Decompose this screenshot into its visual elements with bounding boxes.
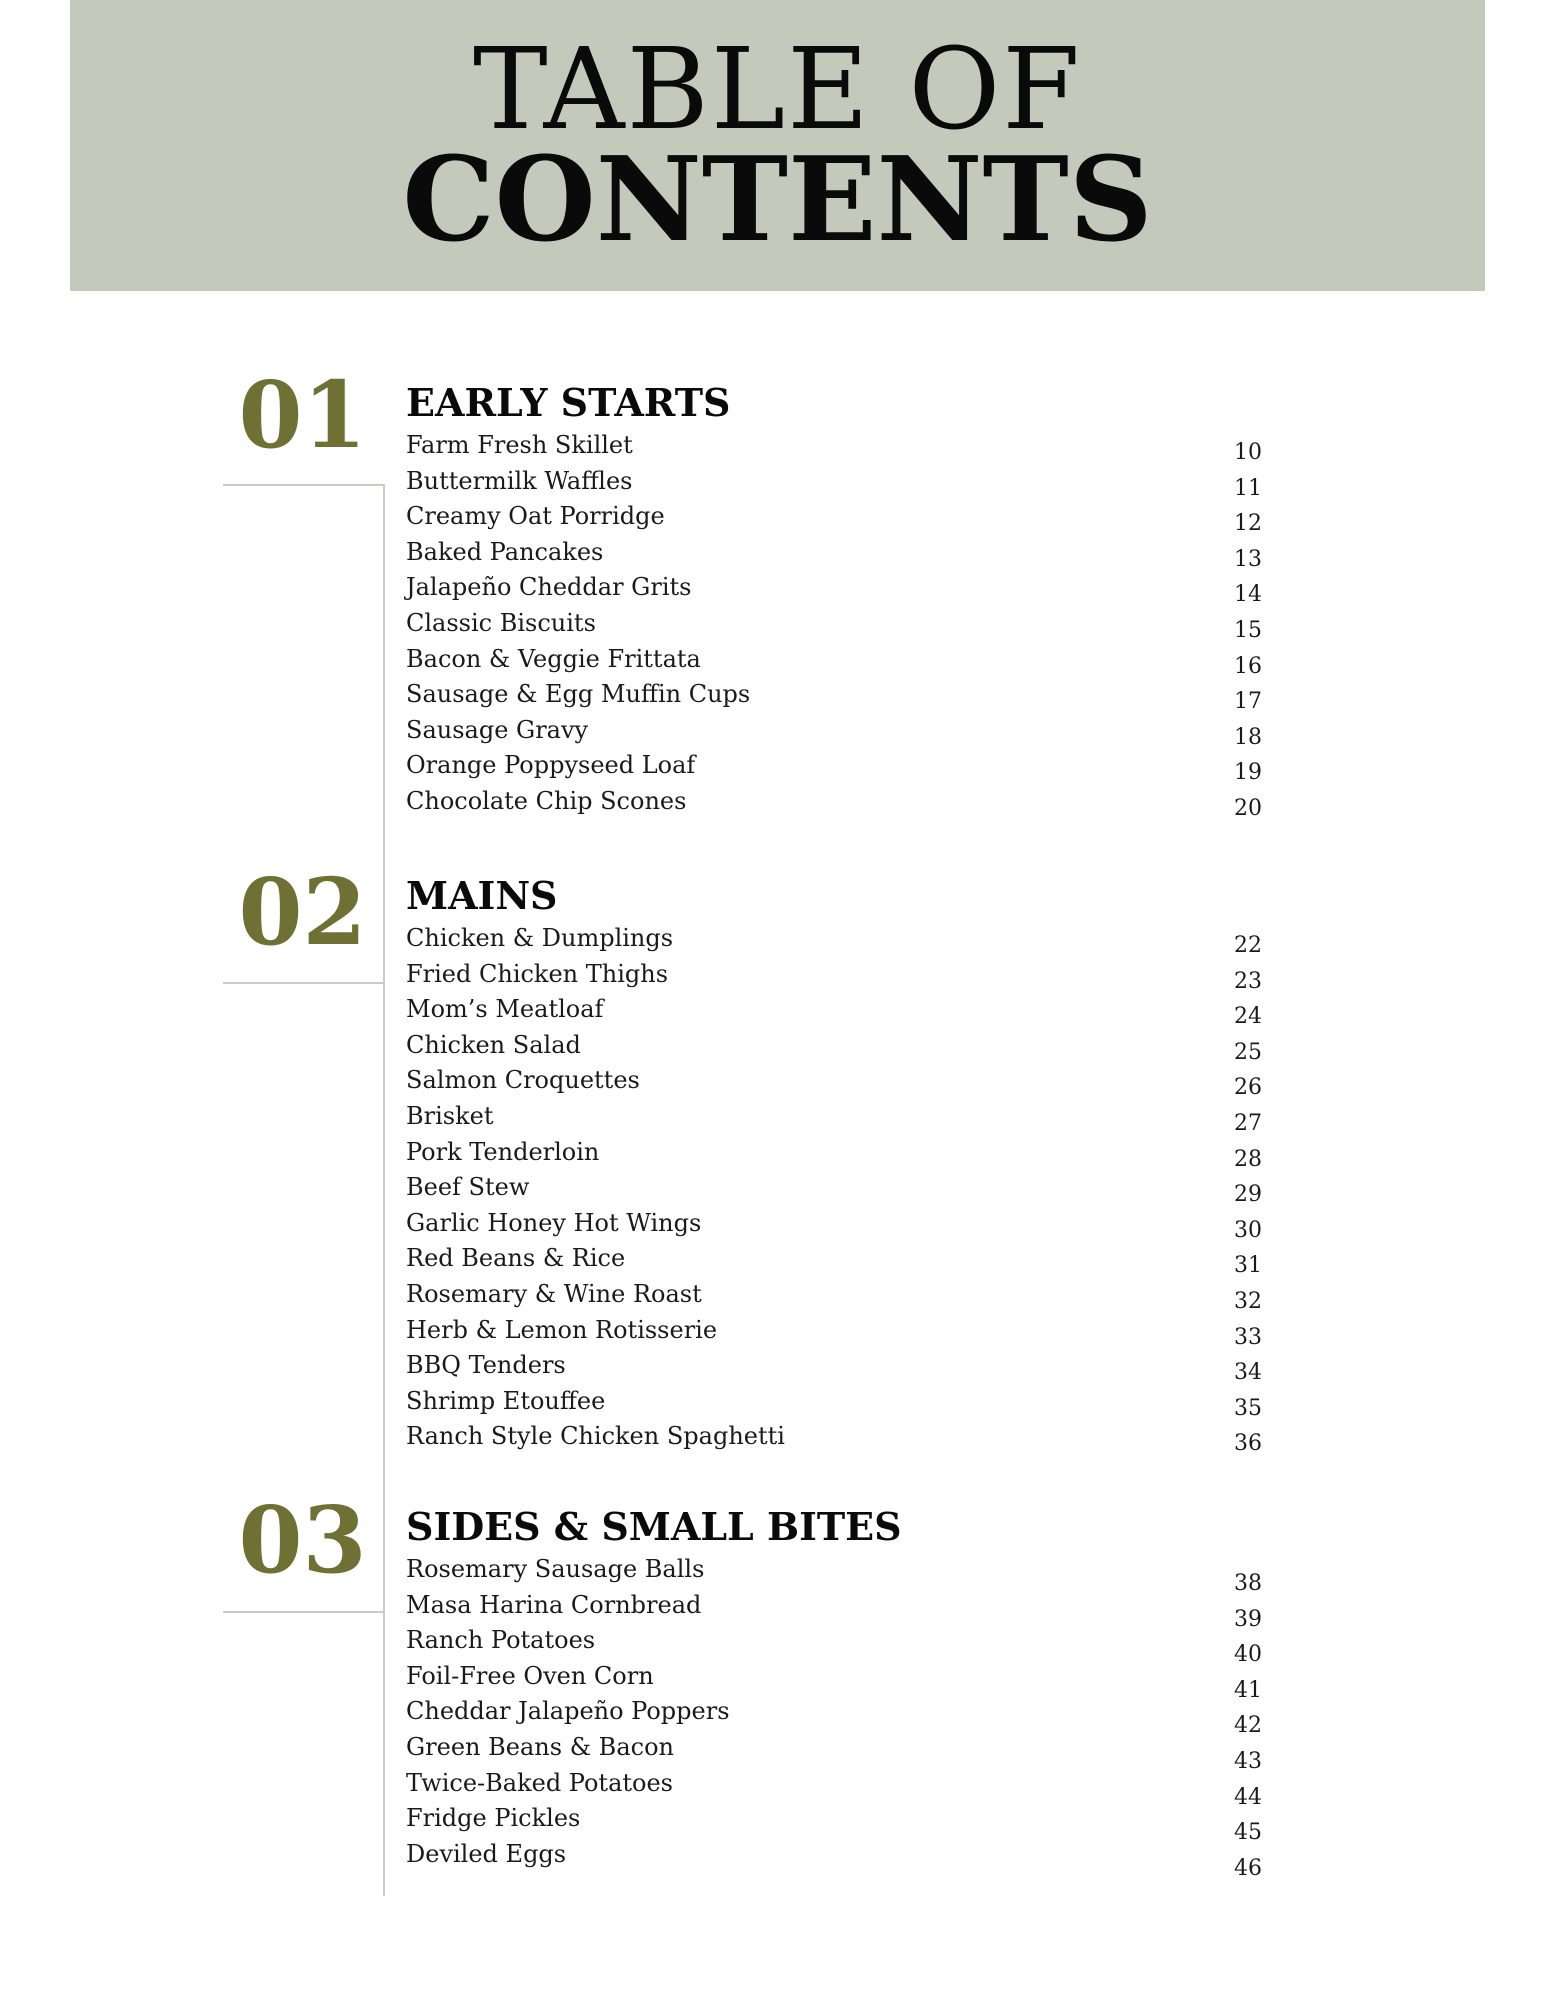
entry-name: Foil-Free Oven Corn [406, 1661, 654, 1690]
section-divider-02 [223, 982, 384, 984]
entry-page: 18 [1234, 724, 1262, 750]
entry-page: 36 [1234, 1431, 1262, 1457]
section-number-03: 03 [238, 1486, 367, 1594]
entry-name: Fried Chicken Thighs [406, 959, 669, 988]
page-title-line2: CONTENTS [402, 132, 1153, 268]
toc-entry[interactable] [406, 1766, 1286, 1810]
entry-page: 24 [1234, 1004, 1262, 1030]
entry-page: 38 [1234, 1571, 1262, 1596]
entry-name: Bacon & Veggie Frittata [406, 644, 701, 673]
entry-page: 20 [1234, 795, 1262, 821]
toc-entry[interactable] [406, 1135, 1286, 1171]
toc-entry[interactable] [406, 464, 1286, 500]
toc-entry[interactable] [406, 535, 1286, 571]
entry-page: 16 [1234, 653, 1262, 679]
entry-page: 26 [1234, 1075, 1262, 1101]
entry-page: 41 [1234, 1677, 1262, 1703]
entry-page: 13 [1234, 546, 1262, 572]
entry-page: 11 [1234, 475, 1262, 501]
entry-page: 35 [1234, 1395, 1262, 1421]
toc-entry[interactable] [406, 1028, 1286, 1064]
entry-name: Salmon Croquettes [406, 1066, 640, 1095]
entry-page: 46 [1234, 1855, 1262, 1881]
toc-entry[interactable] [406, 1801, 1286, 1846]
entry-name: Chocolate Chip Scones [406, 786, 687, 815]
entry-page: 31 [1234, 1253, 1262, 1279]
section-divider-01 [223, 484, 384, 486]
entry-name: Orange Poppyseed Loaf [406, 751, 696, 780]
entry-page: 14 [1234, 582, 1262, 608]
entry-name: Farm Fresh Skillet [406, 431, 633, 459]
entry-page: 40 [1234, 1642, 1262, 1668]
toc-entry[interactable] [406, 1552, 1286, 1596]
entry-name: Buttermilk Waffles [406, 466, 633, 495]
entry-page: 33 [1234, 1324, 1262, 1350]
toc-entry[interactable] [406, 921, 1286, 957]
entry-name: Rosemary & Wine Roast [406, 1279, 702, 1308]
entry-page: 43 [1234, 1748, 1262, 1774]
toc-entry[interactable] [406, 1419, 1286, 1455]
section-early-starts [406, 380, 1286, 820]
entry-name: Chicken Salad [406, 1030, 581, 1059]
entry-name: Mom’s Meatloaf [406, 995, 604, 1024]
toc-entry[interactable] [406, 1730, 1286, 1774]
entry-page: 30 [1234, 1217, 1262, 1243]
section-title: MAINS [406, 873, 558, 918]
entry-page: 12 [1234, 511, 1262, 537]
toc-entry[interactable] [406, 1313, 1286, 1349]
entry-name: Ranch Style Chicken Spaghetti [406, 1422, 785, 1451]
toc-entry[interactable] [406, 1206, 1286, 1242]
entry-name: Sausage Gravy [406, 715, 589, 744]
section-title: SIDES & SMALL BITES [406, 1504, 902, 1549]
entry-page: 19 [1234, 760, 1262, 786]
entry-page: 23 [1234, 968, 1262, 994]
entry-page: 25 [1234, 1039, 1262, 1065]
section-divider-03 [223, 1611, 384, 1613]
entry-page: 45 [1234, 1820, 1262, 1846]
entry-name: Creamy Oat Porridge [406, 502, 665, 531]
entry-name: Classic Biscuits [406, 608, 596, 637]
section-items [406, 921, 1286, 1455]
entry-name: Rosemary Sausage Balls [406, 1555, 705, 1583]
toc-entry[interactable] [406, 1588, 1286, 1632]
entry-page: 44 [1234, 1784, 1262, 1810]
toc-entry[interactable] [406, 1063, 1286, 1099]
entry-name: Chicken & Dumplings [406, 924, 674, 952]
entry-name: Baked Pancakes [406, 537, 604, 566]
entry-page: 42 [1234, 1713, 1262, 1739]
toc-entry[interactable] [406, 570, 1286, 606]
toc-entry[interactable] [406, 1348, 1286, 1384]
toc-entry[interactable] [406, 606, 1286, 642]
entry-name: Herb & Lemon Rotisserie [406, 1315, 718, 1344]
section-title: EARLY STARTS [406, 380, 731, 425]
entry-name: Shrimp Etouffee [406, 1386, 606, 1415]
toc-entry[interactable] [406, 677, 1286, 713]
entry-name: Masa Harina Cornbread [406, 1590, 702, 1619]
section-items [406, 428, 1286, 820]
entry-name: Beef Stew [406, 1173, 530, 1202]
toc-entry[interactable] [406, 1694, 1286, 1739]
toc-entry[interactable] [406, 1099, 1286, 1135]
entry-name: Garlic Honey Hot Wings [406, 1208, 702, 1237]
entry-name: Jalapeño Cheddar Grits [406, 573, 692, 602]
section-number-01: 01 [238, 361, 367, 469]
toc-entry[interactable] [406, 713, 1286, 749]
toc-entry[interactable] [406, 1384, 1286, 1420]
entry-name: Deviled Eggs [406, 1839, 567, 1868]
entry-page: 32 [1234, 1288, 1262, 1314]
section-sides-small-bites [406, 1504, 1286, 1881]
toc-entry[interactable] [406, 748, 1286, 784]
toc-entry[interactable] [406, 1659, 1286, 1703]
entry-page: 15 [1234, 617, 1262, 643]
entry-page: 22 [1234, 933, 1262, 958]
entry-name: Red Beans & Rice [406, 1244, 626, 1273]
entry-name: Green Beans & Bacon [406, 1732, 674, 1761]
toc-entry[interactable] [406, 784, 1286, 820]
entry-name: BBQ Tenders [406, 1351, 566, 1380]
entry-page: 28 [1234, 1146, 1262, 1172]
entry-page: 17 [1234, 689, 1262, 715]
title-banner [70, 0, 1485, 291]
page-title-line1: TABLE OF [472, 25, 1083, 155]
toc-entry[interactable] [406, 499, 1286, 535]
entry-name: Pork Tenderloin [406, 1137, 600, 1166]
entry-page: 10 [1234, 440, 1262, 465]
toc-entry[interactable] [406, 1277, 1286, 1313]
toc-entry[interactable] [406, 1241, 1286, 1277]
section-items [406, 1552, 1286, 1881]
toc-entry[interactable] [406, 1170, 1286, 1206]
section-mains [406, 873, 1286, 1455]
toc-entry[interactable] [406, 1623, 1286, 1668]
toc-entry[interactable] [406, 428, 1286, 464]
section-number-02: 02 [238, 858, 367, 966]
toc-entry[interactable] [406, 992, 1286, 1028]
entry-name: Ranch Potatoes [406, 1626, 596, 1655]
entry-page: 29 [1234, 1182, 1262, 1208]
toc-entry[interactable] [406, 642, 1286, 678]
entry-name: Cheddar Jalapeño Poppers [406, 1697, 730, 1726]
entry-name: Brisket [406, 1101, 494, 1130]
toc-entry[interactable] [406, 1837, 1286, 1881]
toc-entry[interactable] [406, 957, 1286, 993]
entry-page: 34 [1234, 1360, 1262, 1386]
entry-page: 39 [1234, 1606, 1262, 1632]
entry-name: Fridge Pickles [406, 1804, 581, 1833]
entry-page: 27 [1234, 1110, 1262, 1136]
entry-name: Sausage & Egg Muffin Cups [406, 680, 751, 709]
entry-name: Twice-Baked Potatoes [406, 1768, 673, 1797]
vertical-divider [383, 484, 385, 1896]
